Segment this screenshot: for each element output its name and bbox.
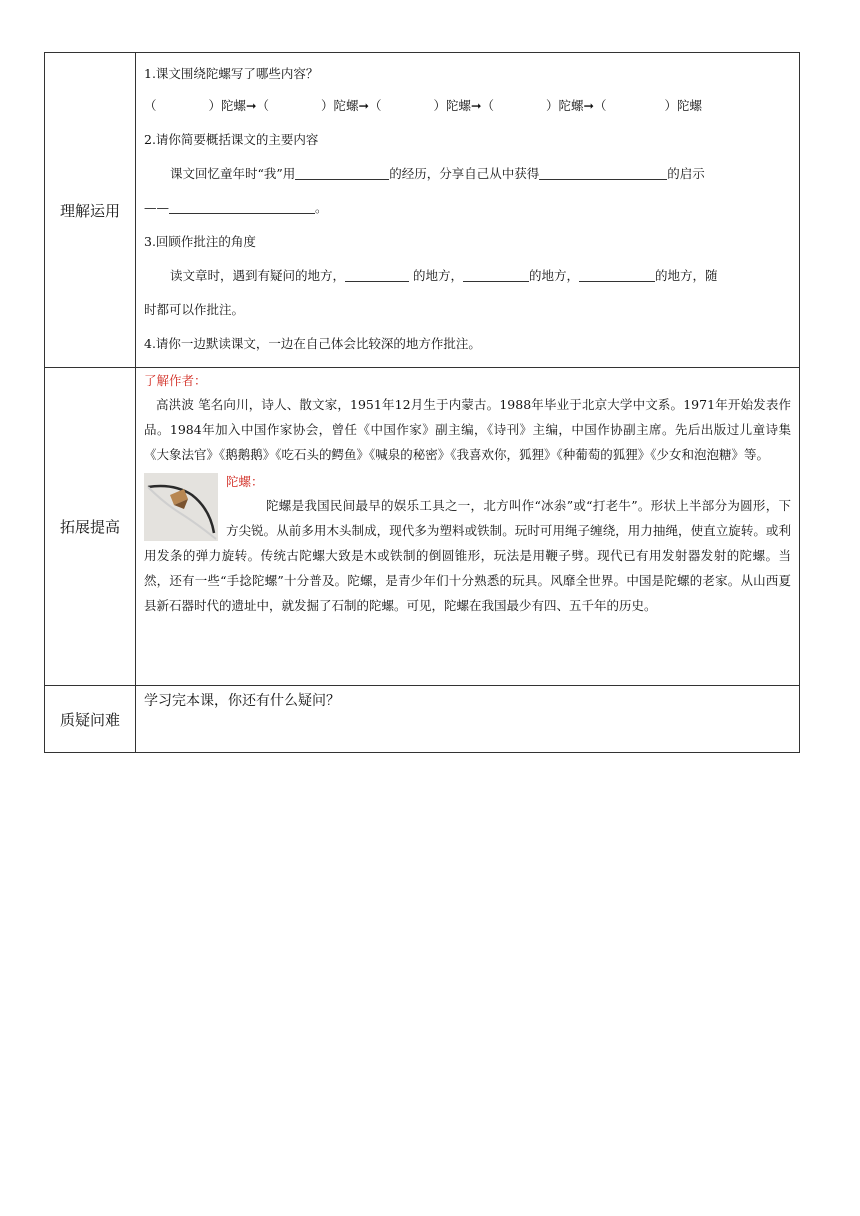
topo-heading: 陀螺： [226, 474, 264, 489]
question-3-line-1: 读文章时，遇到有疑问的地方， 的地方， 的地方， 的地方，随 [170, 268, 718, 283]
understand-content [136, 53, 800, 368]
row-understand [45, 53, 800, 368]
fill-blank[interactable] [539, 165, 667, 180]
author-text: 高洪波 笔名向川，诗人、散文家，1951年12月生于内蒙古。1988年毕业于北京大学中文系。1971年开始发表作品。1984年加入中国作家协会，曾任《中国作家》副主编，《诗刊》主编，中国作协副主席。先后出版过儿童诗集《大象法官》《鹅鹅鹅》《吃石头的鳄鱼》《喊泉的秘密》《我喜欢你，狐狸》《种葡萄的狐狸》《少女和泡泡糖》等。 [144, 397, 791, 462]
fill-blank[interactable] [463, 267, 529, 282]
question-2-line-2: —— 。 [144, 200, 328, 215]
fill-blank[interactable] [579, 267, 655, 282]
row-extend [45, 368, 800, 686]
fill-blank[interactable] [169, 199, 315, 214]
question-2: 2.请你简要概括课文的主要内容 [144, 132, 319, 147]
row-label-extend: 拓展提高 [45, 368, 136, 686]
question-2-line-1: 课文回忆童年时“我”用 的经历，分享自己从中获得 的启示 [170, 166, 705, 181]
question-3-line-2: 时都可以作批注。 [144, 302, 245, 317]
row-label-question: 质疑问难 [45, 686, 136, 753]
question-content[interactable] [136, 686, 800, 753]
row-question [45, 686, 800, 753]
fill-blank[interactable] [295, 165, 389, 180]
topo-chain: （ ）陀螺➞（ ）陀螺➞（ ）陀螺➞（ ）陀螺➞（ ）陀螺 [144, 98, 702, 113]
question-prompt: 学习完本课，你还有什么疑问？ [144, 693, 340, 709]
question-1: 1.课文围绕陀螺写了哪些内容？ [144, 66, 319, 81]
topo-text: 陀螺是我国民间最早的娱乐工具之一，北方叫作“冰尜”或“打老牛”。形状上半部分为圆形，下方尖锐。从前多用木头制成，现代多为塑料或铁制。玩时可用绳子缠绕，用力抽绳，使直立旋转。或利用发条的弹力旋转。传统古陀螺大致是木或铁制的倒圆锥形，玩法是用鞭子劈。现代已有用发射器发射的陀螺。当然，还有一些“手捻陀螺”十分普及。陀螺，是青少年们十分熟悉的玩具。风靡全世界。中国是陀螺的老家。从山西夏县新石器时代的遗址中，就发掘了石制的陀螺。可见，陀螺在我国最少有四、五千年的历史。 [144, 498, 791, 613]
author-heading: 了解作者： [144, 373, 207, 388]
topo-photo-graphic [144, 473, 218, 541]
topo-section [144, 471, 791, 618]
question-4: 4.请你一边默读课文，一边在自己体会比较深的地方作批注。 [144, 336, 481, 351]
worksheet-table [44, 52, 800, 753]
extend-content [136, 368, 800, 686]
row-label-understand: 理解运用 [45, 53, 136, 368]
topo-photo [144, 473, 218, 541]
question-3: 3.回顾作批注的角度 [144, 234, 256, 249]
fill-blank[interactable] [345, 267, 409, 282]
